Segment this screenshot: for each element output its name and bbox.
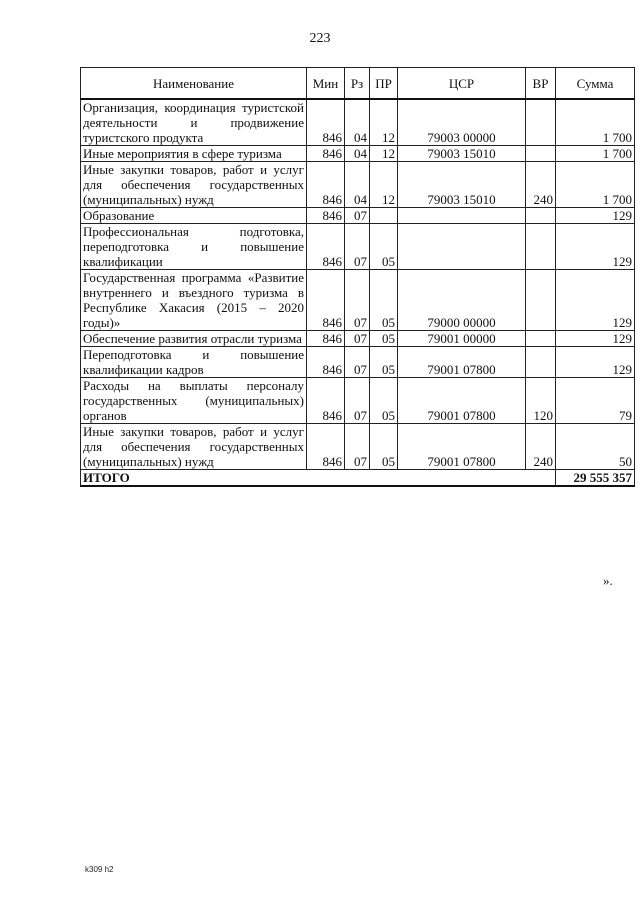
cell-name: Профессиональная подготовка, переподготовка и повышение квалификации: [81, 224, 307, 270]
budget-table: [80, 67, 635, 487]
total-label: ИТОГО: [81, 470, 556, 487]
cell-csr: 79000 00000: [398, 270, 526, 331]
closing-quote-mark: ».: [603, 573, 613, 588]
header-vr: ВР: [526, 68, 556, 100]
cell-name: Иные закупки товаров, работ и услуг для обеспечения государственных (муниципальных) нужд: [81, 162, 307, 208]
cell-min: 846: [307, 99, 345, 146]
cell-vr: 120: [526, 378, 556, 424]
cell-pr: 12: [370, 99, 398, 146]
cell-pr: 12: [370, 162, 398, 208]
cell-min: 846: [307, 424, 345, 470]
header-sum: Сумма: [556, 68, 635, 100]
cell-name: Иные мероприятия в сфере туризма: [81, 146, 307, 162]
cell-rz: 07: [345, 378, 370, 424]
table-row: [81, 331, 635, 347]
cell-csr: [398, 224, 526, 270]
total-row: [81, 470, 635, 487]
table-row: [81, 224, 635, 270]
cell-csr: 79003 15010: [398, 162, 526, 208]
table-row: [81, 347, 635, 378]
cell-rz: 07: [345, 331, 370, 347]
cell-sum: 1 700: [556, 99, 635, 146]
cell-rz: 07: [345, 424, 370, 470]
cell-vr: [526, 99, 556, 146]
cell-name: Переподготовка и повышение квалификации кадров: [81, 347, 307, 378]
table-row: [81, 424, 635, 470]
table-row: [81, 208, 635, 224]
cell-csr: 79001 07800: [398, 424, 526, 470]
header-pr: ПР: [370, 68, 398, 100]
cell-min: 846: [307, 208, 345, 224]
cell-min: 846: [307, 224, 345, 270]
cell-min: 846: [307, 331, 345, 347]
cell-rz: 07: [345, 224, 370, 270]
cell-name: Расходы на выплаты персоналу государственных (муниципальных) органов: [81, 378, 307, 424]
cell-rz: 07: [345, 270, 370, 331]
cell-vr: [526, 347, 556, 378]
cell-rz: 07: [345, 208, 370, 224]
cell-sum: 50: [556, 424, 635, 470]
cell-pr: 05: [370, 224, 398, 270]
cell-name: Организация, координация туристской деятельности и продвижение туристского продукта: [81, 99, 307, 146]
cell-vr: [526, 331, 556, 347]
table-row: [81, 162, 635, 208]
cell-sum: 129: [556, 347, 635, 378]
cell-sum: 1 700: [556, 162, 635, 208]
table-row: [81, 378, 635, 424]
cell-pr: 05: [370, 331, 398, 347]
footer-code: k309 h2: [85, 865, 114, 874]
cell-name: Обеспечение развития отрасли туризма: [81, 331, 307, 347]
cell-pr: 05: [370, 347, 398, 378]
cell-vr: 240: [526, 424, 556, 470]
cell-sum: 79: [556, 378, 635, 424]
header-row: [81, 68, 635, 100]
cell-vr: [526, 224, 556, 270]
cell-csr: 79001 07800: [398, 378, 526, 424]
cell-name: Иные закупки товаров, работ и услуг для обеспечения государственных (муниципальных) нужд: [81, 424, 307, 470]
cell-sum: 129: [556, 270, 635, 331]
table-row: [81, 146, 635, 162]
cell-rz: 04: [345, 146, 370, 162]
cell-pr: [370, 208, 398, 224]
cell-csr: 79003 00000: [398, 99, 526, 146]
total-sum: 29 555 357: [556, 470, 635, 487]
cell-vr: [526, 270, 556, 331]
cell-sum: 129: [556, 208, 635, 224]
header-name: Наименование: [81, 68, 307, 100]
table-row: [81, 270, 635, 331]
table-row: [81, 99, 635, 146]
cell-name: Государственная программа «Развитие внутреннего и въездного туризма в Республике Хакасия (2015 – 2020 годы)»: [81, 270, 307, 331]
cell-pr: 12: [370, 146, 398, 162]
cell-sum: 129: [556, 331, 635, 347]
cell-pr: 05: [370, 270, 398, 331]
cell-name: Образование: [81, 208, 307, 224]
cell-min: 846: [307, 347, 345, 378]
cell-sum: 1 700: [556, 146, 635, 162]
cell-rz: 07: [345, 347, 370, 378]
cell-vr: 240: [526, 162, 556, 208]
header-csr: ЦСР: [398, 68, 526, 100]
cell-pr: 05: [370, 424, 398, 470]
cell-vr: [526, 146, 556, 162]
header-rz: Рз: [345, 68, 370, 100]
cell-csr: 79003 15010: [398, 146, 526, 162]
cell-vr: [526, 208, 556, 224]
cell-sum: 129: [556, 224, 635, 270]
cell-pr: 05: [370, 378, 398, 424]
page-number: 223: [309, 31, 331, 46]
cell-csr: 79001 07800: [398, 347, 526, 378]
cell-min: 846: [307, 162, 345, 208]
cell-min: 846: [307, 378, 345, 424]
cell-rz: 04: [345, 99, 370, 146]
cell-csr: 79001 00000: [398, 331, 526, 347]
cell-min: 846: [307, 270, 345, 331]
cell-min: 846: [307, 146, 345, 162]
header-min: Мин: [307, 68, 345, 100]
cell-rz: 04: [345, 162, 370, 208]
cell-csr: [398, 208, 526, 224]
